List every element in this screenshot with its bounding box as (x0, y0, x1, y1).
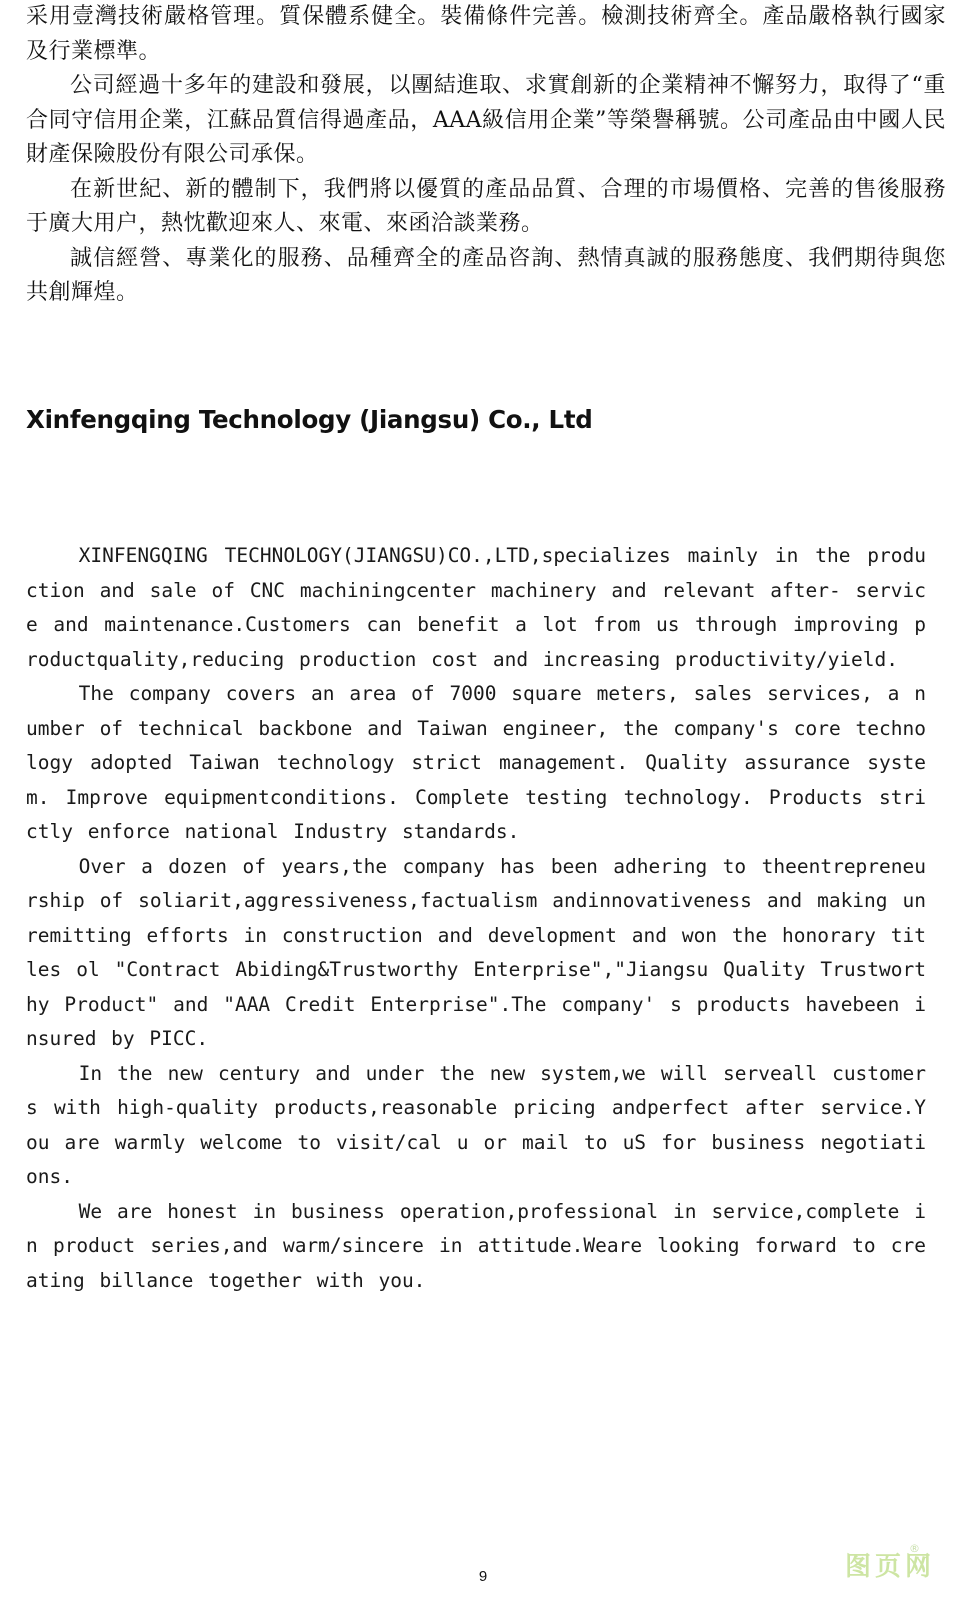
chinese-paragraph-3: 在新世紀、新的體制下，我們將以優質的產品品質、合理的市場價格、完善的售後服務于廣大用户，熱忱歡迎來人、來電、來函洽談業務。 (26, 176, 946, 236)
english-section (26, 539, 926, 1298)
chinese-paragraph-4: 誠信經營、專業化的服務、品種齊全的產品咨詢、熱情真誠的服務態度、我們期待與您共創輝煌。 (26, 245, 946, 305)
chinese-paragraph-1: 采用壹灣技術嚴格管理。質保體系健全。裝備條件完善。檢測技術齊全。產品嚴格執行國家及行業標準。 (26, 4, 946, 64)
english-paragraph-4: In the new century and under the new system,we will serveall customers with high-quality products,reasonable pricing andperfect after service.You are warmly welcome to visit/cal u or mail to uS for business negotiations. (26, 1061, 926, 1188)
registered-mark-icon: ® (909, 1542, 920, 1555)
company-heading: Xinfengqing Technology (Jiangsu) Co., Ltd (26, 405, 593, 434)
page-number: 9 (478, 1568, 488, 1585)
watermark-text: 图页网 (845, 1552, 936, 1582)
english-paragraph-2: The company covers an area of 7000 square meters, sales services, a number of technical backbone and Taiwan engineer, the company's core technology adopted Taiwan technology strict management. Quality assurance system. Improve equipmentconditions. Complete testing technology. Products strictly enforce national Industry standards. (26, 682, 926, 843)
site-watermark (845, 1543, 955, 1587)
english-paragraph-3: Over a dozen of years,the company has been adhering to theentrepreneurship of soliarit,aggressiveness,factualism andinnovativeness and making unremitting efforts in construction and development and won the honorary titles ol "Contract Abiding&Trustworthy Enterprise","Jiangsu Quality Trustworthy Product" and "AAA Credit Enterprise".The company' s products havebeen insured by PICC. (26, 854, 926, 1050)
english-paragraph-5: We are honest in business operation,professional in service,complete in product series,and warm/sincere in attitude.Weare looking forward to creating billance together with you. (26, 1199, 926, 1292)
english-paragraph-1: XINFENGQING TECHNOLOGY(JIANGSU)CO.,LTD,specializes mainly in the production and sale of CNC machiningcenter machinery and relevant after- service and maintenance.Customers can benefit a lot from us through improving productquality,reducing production cost and increasing productivity/yield. (26, 544, 926, 671)
chinese-paragraph-2: 公司經過十多年的建設和發展，以團結進取、求實創新的企業精神不懈努力，取得了“重合同守信用企業，江蘇品質信得過產品，AAA級信用企業”等榮譽稱號。公司產品由中國人民財產保險股份有限公司承保。 (26, 73, 946, 167)
chinese-section (26, 0, 946, 311)
